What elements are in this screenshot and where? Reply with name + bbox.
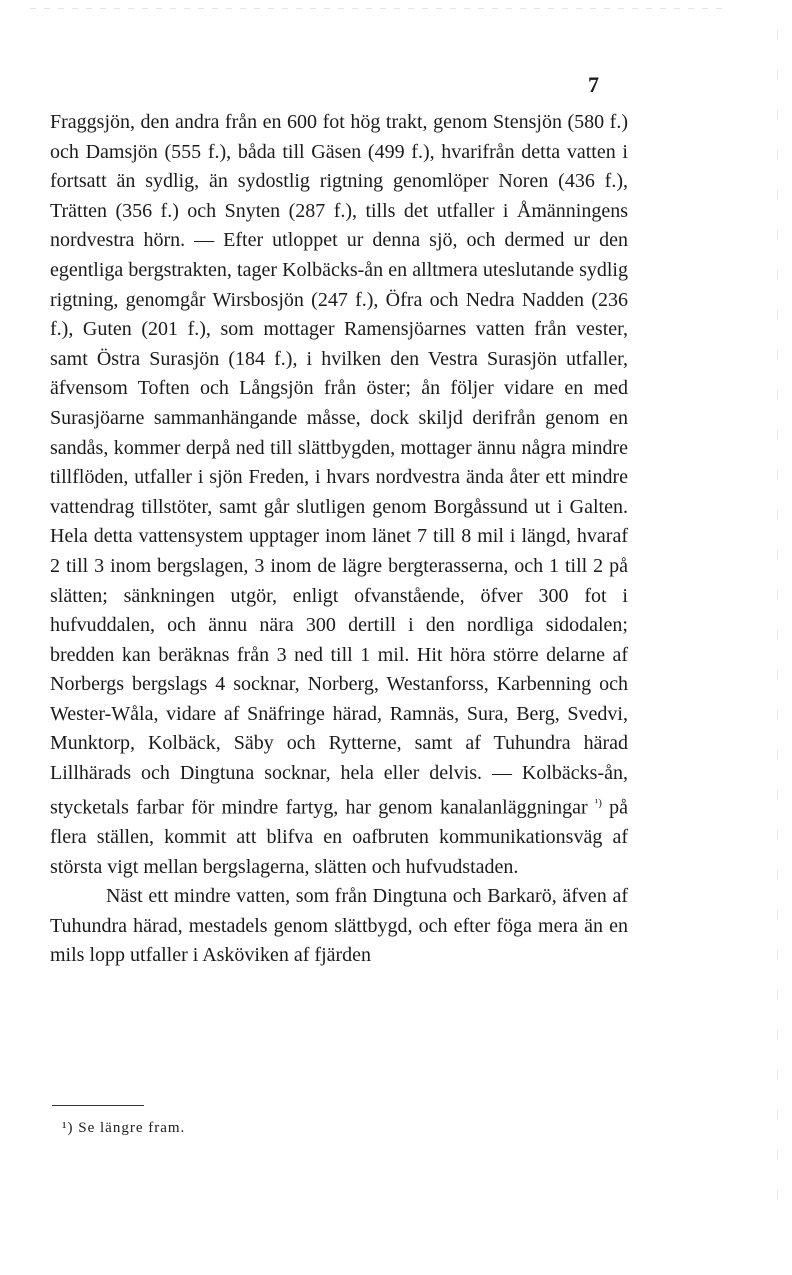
scan-artifact-top [30,8,730,9]
footnote-reference: ¹) [594,796,602,809]
paragraph-1 [50,108,628,882]
footnote [62,1120,185,1137]
footnote-text: Se längre fram. [78,1120,186,1136]
footnote-marker: ¹) [62,1120,74,1136]
page-number: 7 [588,72,599,97]
paragraph-2: Näst ett mindre vatten, som från Dingtuna och Barkarö, äfven af Tuhundra härad, mestadels genom slättbygd, och efter föga mera än en mils lopp utfaller i Asköviken af fjärden [50,885,628,967]
paragraph-1-text: Fraggsjön, den andra från en 600 fot hög trakt, genom Stensjön (580 f.) och Damsjön (555 f.), båda till Gäsen (499 f.), hvarifrån detta vatten i fortsatt än sydlig, än sydostlig rigtning genomlöper Noren (436 f.), Trätten (356 f.) och Snyten (287 f.), tills det utfaller i Åmänningens nordvestra hörn. — Efter utloppet ur denna sjö, och dermed ur den egentliga bergstrakten, tager Kolbäcks-ån en alltmera uteslutande sydlig rigtning, genomgår Wirsbosjön (247 f.), Öfra och Nedra Nadden (236 f.), Guten (201 f.), som mottager Ramensjöarnes vatten från vester, samt Östra Surasjön (184 f.), i hvilken den Vestra Surasjön utfaller, äfvensom Toften och Långsjön från öster; ån följer vidare en med Surasjöarne sammanhängande måsse, dock skiljd derifrån genom en sandås, kommer derpå ned till slättbygden, mottager ännu några mindre tillflöden, utfaller i sjön Freden, i hvars nordvestra ända åter ett mindre vattendrag tillstöter, samt går slutligen genom Borgåssund ut i Galten. Hela detta vattensystem upptager inom länet 7 till 8 mil i längd, hvaraf 2 till 3 inom bergslagen, 3 inom de lägre bergterasserna, och 1 till 2 på slätten; sänkningen utgör, enligt ofvanstående, öfver 300 fot i hufvuddalen, och ännu nära 300 dertill i den nordliga sidodalen; bredden kan beräknas från 3 ned till 1 mil. Hit höra större delarne af Norbergs bergslags 4 socknar, Norberg, Westanforss, Karbenning och Wester-Wåla, vidare af Snäfringe härad, Ramnäs, Sura, Berg, Svedvi, Munktorp, Kolbäck, Säby och Rytterne, samt af Tuhundra härad Lillhärads och Dingtuna socknar, hela eller delvis. — Kolbäcks-ån, stycketals farbar för mindre fartyg, har genom kanalanläggningar [50,111,628,819]
footnote-divider [52,1105,144,1106]
scan-artifact-edge [777,30,778,1230]
paragraph-1-continuation: på flera ställen, kommit att blifva en oafbruten kommunikationsväg af största vigt mellan bergslagerna, slätten och hufvudstaden. [50,796,629,878]
body-text [50,108,628,971]
